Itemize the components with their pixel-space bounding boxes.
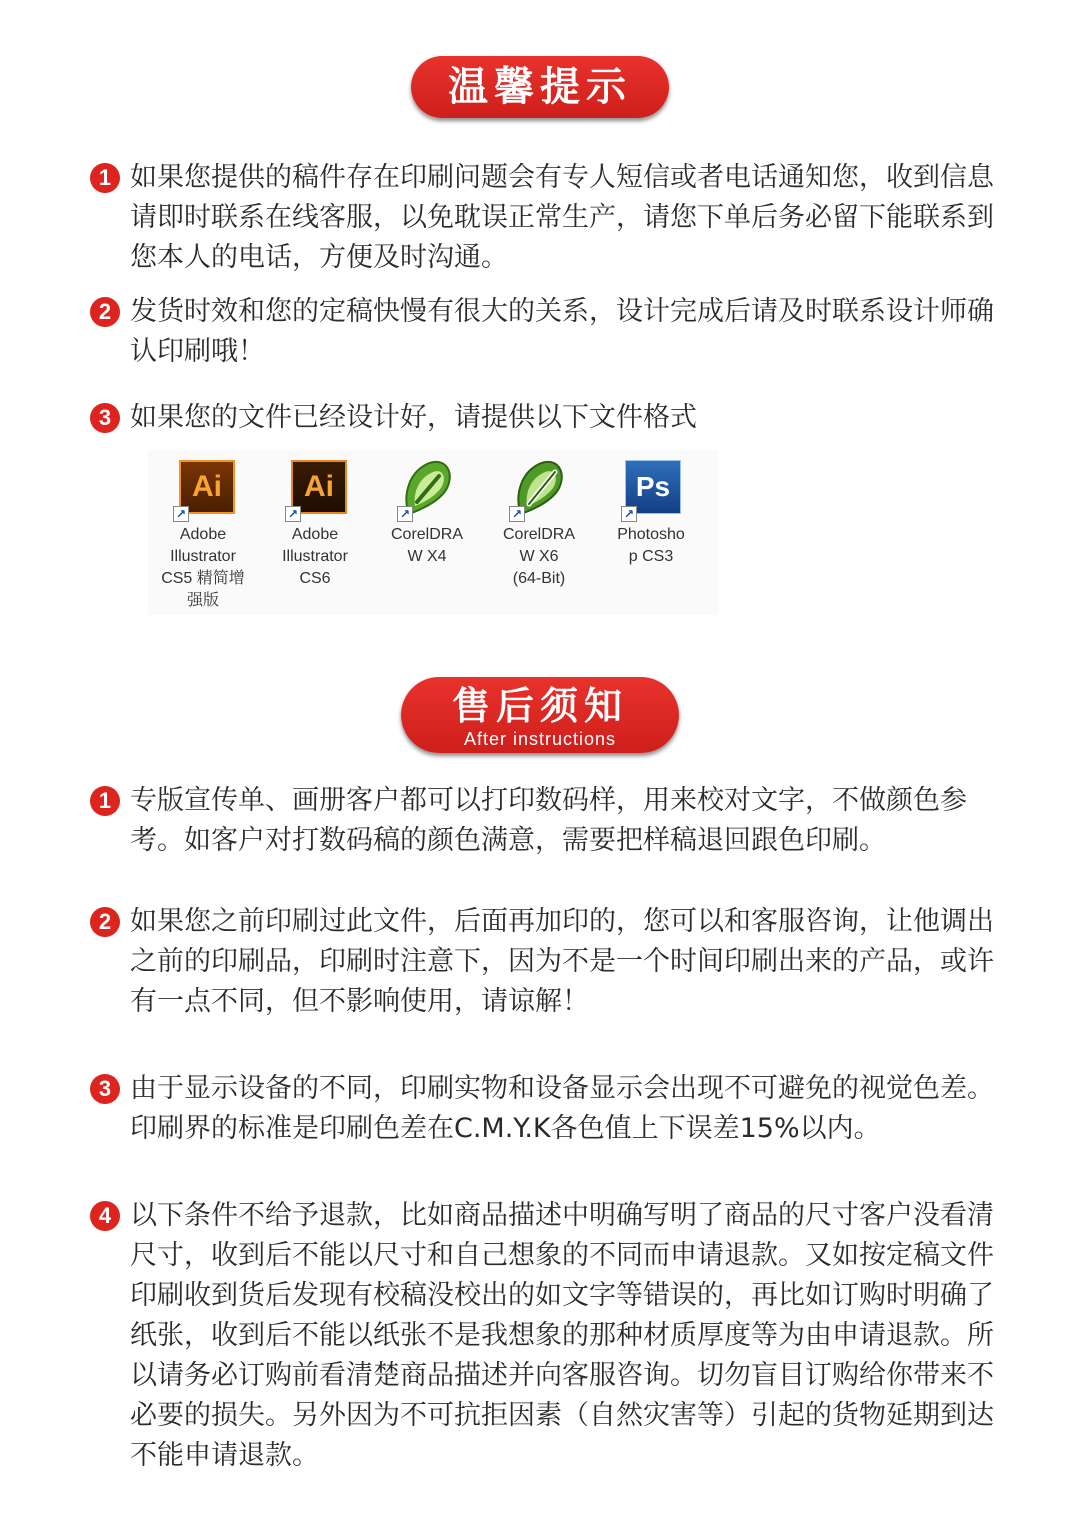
list-item [90,902,1000,1022]
coreldraw-icon [507,458,571,522]
list-item [90,158,1000,278]
number-badge: 1 [90,163,120,193]
number-badge: 4 [90,1201,120,1231]
item-text: 以下条件不给予退款，比如商品描述中明确写明了商品的尺寸客户没看清尺寸，收到后不能以尺寸和自己想象的不同而申请退款。又如按定稿文件印刷收到货后发现有校稿没校出的如文字等错误的，再比如订购时明确了纸张，收到后不能以纸张不是我想象的那种材质厚度等为由申请退款。所以请务必订购前看清楚商品描述并向客服咨询。切勿盲目订购给你带来不必要的损失。另外因为不可抗拒因素（自然灾害等）引起的货物延期到达不能申请退款。 [130,1200,994,1471]
section-title: 温馨提示 [448,64,632,110]
list-item [90,292,1000,372]
section-header-tips [411,56,669,118]
file-icon-ai-cs5 [148,458,258,612]
file-icon-coreldraw-x6 [484,458,594,590]
icon-label: CorelDRA W X6 (64-Bit) [502,526,575,587]
coreldraw-icon [395,458,459,522]
section-title: 售后须知 [451,684,628,728]
file-icon-ai-cs6 [260,458,370,590]
shortcut-arrow-icon: ↗ [285,506,301,522]
icon-label: Adobe Illustrator CS6 [282,526,348,587]
list-item [90,1196,1000,1476]
file-icon-photoshop-cs3 [596,458,706,568]
item-text: 如果您之前印刷过此文件，后面再加印的，您可以和客服咨询，让他调出之前的印刷品，印刷时注意下，因为不是一个时间印刷出来的产品，或许有一点不同，但不影响使用，请谅解！ [130,906,994,1017]
icon-label: Photosho p CS3 [617,526,685,565]
shortcut-arrow-icon: ↗ [397,506,413,522]
item-text: 专版宣传单、画册客户都可以打印数码样，用来校对文字，不做颜色参考。如客户对打数码稿的颜色满意，需要把样稿退回跟色印刷。 [130,785,967,856]
adobe-illustrator-icon: Ai ↗ [171,458,235,522]
file-format-icons [148,450,718,615]
shortcut-arrow-icon: ↗ [509,506,525,522]
number-badge: 3 [90,1074,120,1104]
list-item [90,398,1000,438]
list-item [90,781,1000,861]
adobe-illustrator-icon: Ai ↗ [283,458,347,522]
icon-label: CorelDRA W X4 [390,526,463,565]
item-text: 发货时效和您的定稿快慢有很大的关系，设计完成后请及时联系设计师确认印刷哦！ [130,296,994,367]
file-icon-coreldraw-x4 [372,458,482,568]
photoshop-icon: Ps ↗ [619,458,683,522]
item-text: 由于显示设备的不同，印刷实物和设备显示会出现不可避免的视觉色差。印刷界的标准是印刷色差在C.M.Y.K各色值上下误差15%以内。 [130,1073,994,1144]
number-badge: 1 [90,786,120,816]
section-subtitle: After instructions [463,729,617,749]
list-item [90,1069,1000,1149]
shortcut-arrow-icon: ↗ [173,506,189,522]
number-badge: 2 [90,297,120,327]
shortcut-arrow-icon: ↗ [621,506,637,522]
icon-label: Adobe Illustrator CS5 精简增 强版 [161,526,245,609]
item-text: 如果您提供的稿件存在印刷问题会有专人短信或者电话通知您，收到信息请即时联系在线客服，以免耽误正常生产，请您下单后务必留下能联系到您本人的电话，方便及时沟通。 [130,162,994,273]
number-badge: 3 [90,403,120,433]
section-header-after-sales [401,677,679,753]
number-badge: 2 [90,907,120,937]
item-text: 如果您的文件已经设计好，请提供以下文件格式 [130,402,697,433]
